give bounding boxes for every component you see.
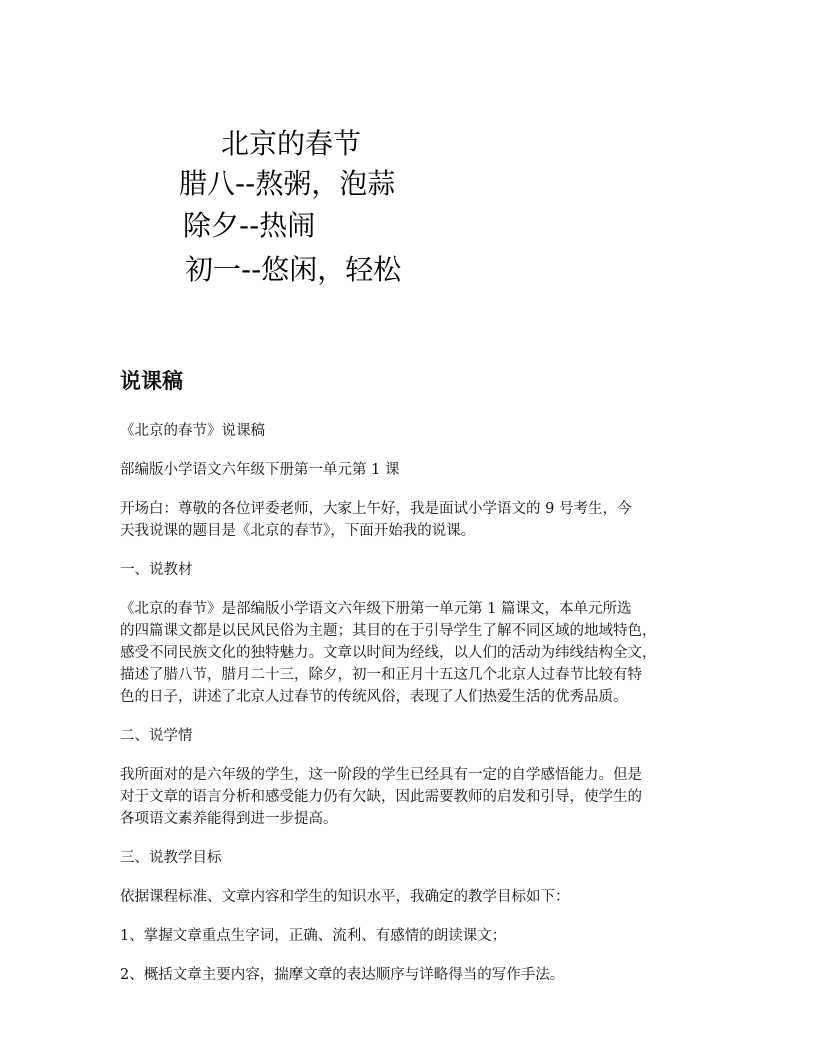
section-heading: 说课稿: [120, 369, 183, 393]
paragraph-doc-title: [120, 420, 710, 442]
text-line: 《北京的春节》是部编版小学语文六年级下册第一单元第 1 篇课文，本单元所选: [120, 601, 632, 617]
text-line: 色的日子，讲述了北京人过春节的传统风俗，表现了人们热爱生活的优秀品质。: [120, 689, 628, 705]
text-line: 二、说学情: [120, 728, 193, 744]
paragraph-section-2-heading: [120, 725, 710, 747]
text-line: 1、掌握文章重点生字词，正确、流利、有感情的朗读课文；: [120, 928, 507, 944]
text-line: 2、概括文章主要内容，揣摩文章的表达顺序与详略得当的写作手法。: [120, 967, 565, 983]
text-line: 感受不同民族文化的独特魅力。文章以时间为经线，以人们的活动为纬线结构全文，: [120, 645, 657, 661]
text-line: 依据课程标准、文章内容和学生的知识水平，我确定的教学目标如下：: [120, 889, 570, 905]
text-line: 对于文章的语言分析和感受能力仍有欠缺，因此需要教师的启发和引导，使学生的: [120, 789, 642, 805]
text-line: 我所面对的是六年级的学生，这一阶段的学生已经具有一定的自学感悟能力。但是: [120, 767, 642, 783]
text-line: 三、说教学目标: [120, 850, 222, 866]
paragraph-goals-intro: [120, 886, 710, 908]
paragraph-opening: [120, 498, 710, 542]
paragraph-student-analysis: [120, 764, 710, 830]
text-line: 一、说教材: [120, 562, 193, 578]
text-line: 描述了腊八节，腊月二十三，除夕，初一和正月十五这几个北京人过春节比较有特: [120, 667, 642, 683]
paragraph-goal-1: [120, 925, 710, 947]
text-line: 的四篇课文都是以民风民俗为主题；其目的在于引导学生了解不同区域的地域特色，: [120, 623, 657, 639]
outline-title: 北京的春节: [221, 127, 362, 160]
text-line: 《北京的春节》说课稿: [120, 423, 265, 439]
paragraph-goal-2: [120, 964, 710, 986]
outline-line-chuxi: 除夕--热闹: [183, 209, 316, 242]
paragraph-section-3-heading: [120, 847, 710, 869]
outline-line-chuyi: 初一--悠闲，轻松: [185, 253, 402, 286]
text-line: 开场白：尊敬的各位评委老师，大家上午好，我是面试小学语文的 9 号考生，今: [120, 501, 632, 517]
text-line: 各项语文素养能得到进一步提高。: [120, 811, 338, 827]
text-line: 部编版小学语文六年级下册第一单元第 1 课: [120, 462, 400, 478]
paragraph-textbook-info: [120, 459, 710, 481]
lesson-text: [120, 420, 710, 1003]
outline-line-laba: 腊八--熬粥，泡蒜: [179, 167, 396, 200]
text-line: 天我说课的题目是《北京的春节》，下面开始我的说课。: [120, 523, 476, 539]
paragraph-textbook-analysis: [120, 598, 710, 708]
paragraph-section-1-heading: [120, 559, 710, 581]
